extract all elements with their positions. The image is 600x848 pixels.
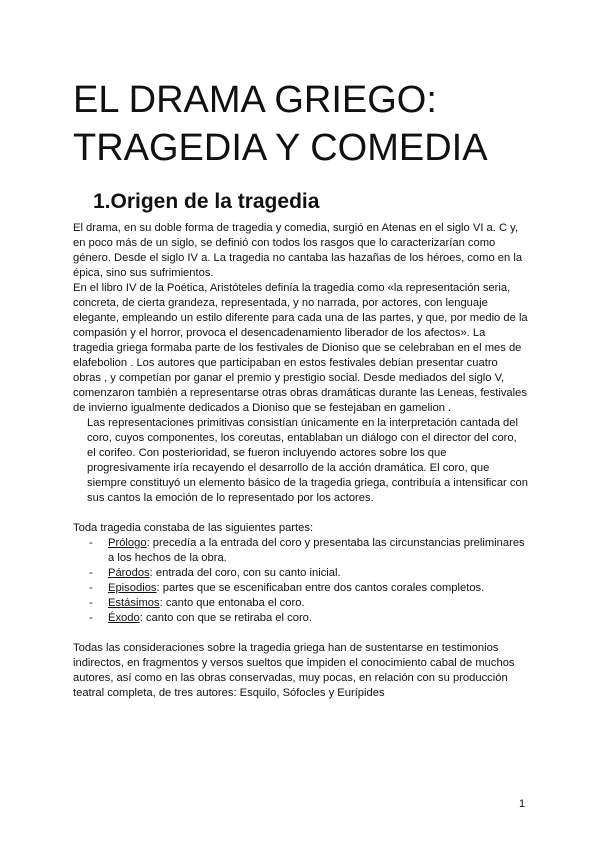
- page-number: 1: [519, 798, 526, 810]
- parts-intro: Toda tragedia constaba de las siguientes partes:: [73, 522, 314, 534]
- bullet-dash: -: [89, 582, 93, 594]
- part-term: Estásimos: [108, 597, 160, 609]
- title-line-1: EL DRAMA GRIEGO:: [73, 79, 437, 121]
- part-description: : canto que entonaba el coro.: [159, 597, 305, 609]
- part-term: Prólogo: [108, 537, 147, 549]
- list-item: [89, 611, 528, 626]
- paragraph-2: En el libro IV de la Poética, Aristóteles definía la tragedia como «la representación seria, concreta, de cierta grandeza, representada, y no narrada, por actores, con lenguaje elegante, empleando un estilo diferente para cada una de las partes, y que, por medio de la compasión y el horror, provoca el desencadenamiento liberador de los afectos». La tragedia griega formaba parte de los festivales de Dioniso que se celebraban en el mes de elafebolion . Los autores que participaban en estos festivales debían presentar cuatro obras , y competían por ganar el premio y prestigio social. Desde mediados del siglo V, comenzaron también a representarse otras obras dramáticas durante las Leneas, festivales de invierno igualmente dedicados a Dioniso que se festejaban en gamelion .: [73, 282, 528, 414]
- part-description: : entrada del coro, con su canto inicial.: [149, 567, 341, 579]
- list-item: [89, 596, 528, 611]
- bullet-dash: -: [89, 612, 93, 624]
- bullet-dash: -: [89, 597, 93, 609]
- bullet-dash: -: [89, 537, 93, 549]
- part-description: : partes que se escenificaban entre dos cantos corales completos.: [156, 582, 485, 594]
- part-term: Párodos: [108, 567, 150, 579]
- bullet-dash: -: [89, 567, 93, 579]
- list-item: [89, 581, 528, 596]
- list-item: [89, 536, 528, 566]
- title-line-2: TRAGEDIA Y COMEDIA: [73, 127, 488, 169]
- part-term: Episodios: [108, 582, 157, 594]
- section-heading: 1.Origen de la tragedia: [93, 190, 320, 213]
- part-description: : precedía a la entrada del coro y presentaba las circunstancias preliminares a los hechos de la obra.: [108, 537, 525, 564]
- paragraph-1: El drama, en su doble forma de tragedia y comedia, surgió en Atenas en el siglo VI a. C y, en poco más de un siglo, se definió con todos los rasgos que lo caracterizarían como género. Desde el siglo IV a. La tragedia no cantaba las hazañas de los héroes, como en la épica, sino sus sufrimientos.: [73, 222, 523, 279]
- document-body: [73, 221, 528, 701]
- spacer: [73, 506, 528, 521]
- spacer: [73, 626, 528, 641]
- part-description: : canto con que se retiraba el coro.: [139, 612, 312, 624]
- list-item: [89, 566, 528, 581]
- document-title: [73, 76, 573, 172]
- paragraph-4: Todas las consideraciones sobre la tragedia griega han de sustentarse en testimonios indirectos, en fragmentos y versos sueltos que impiden el conocimiento cabal de muchos autores, así como en las obras conservadas, muy pocas, en relación con su producción teatral completa, de tres autores: Esquilo, Sófocles y Eurípides: [73, 642, 515, 699]
- part-term: Éxodo: [108, 612, 140, 624]
- paragraph-3: Las representaciones primitivas consistían únicamente en la interpretación cantada del coro, cuyos componentes, los coreutas, entablaban un diálogo con el director del coro, el corifeo. Con posterioridad, se fueron incluyendo actores sobre los que progresivamente iría recayendo el desarrollo de la acción dramática. El coro, que siempre constituyó un elemento básico de la tragedia griega, contribuía a intensificar con sus cantos la emoción de lo representado por los actores.: [87, 417, 528, 504]
- parts-list: [73, 536, 528, 626]
